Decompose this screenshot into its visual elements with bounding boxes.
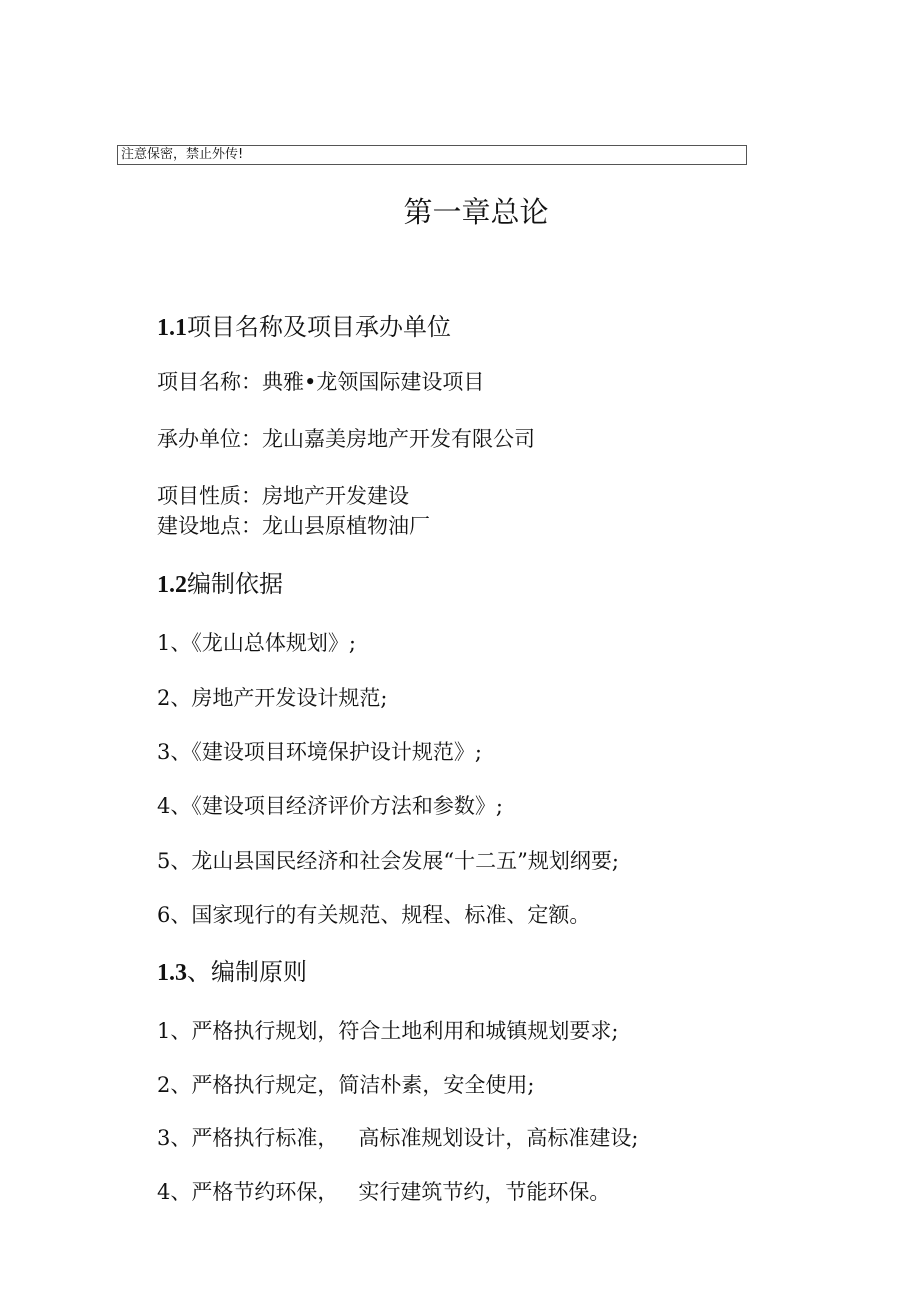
section-heading-1-1 [157,311,451,344]
list-item: 1、严格执行规划，符合土地利用和城镇规划要求; [157,1019,619,1043]
list-item: 3、严格执行标准， 高标准规划设计，高标准建设; [157,1126,639,1150]
location-line: 建设地点：龙山县原植物油厂 [157,514,430,538]
project-nature-line: 项目性质：房地产开发建设 [157,484,409,508]
chapter-title: 第一章总论 [403,195,549,229]
organizer-line: 承办单位：龙山嘉美房地产开发有限公司 [157,427,535,451]
list-item: 6、国家现行的有关规范、规程、标准、定额。 [157,903,591,927]
section-title: 、编制原则 [187,958,307,986]
section-title: 编制依据 [187,570,283,598]
list-item: 2、严格执行规定，简洁朴素，安全使用; [157,1073,535,1097]
section-heading-1-3 [157,956,307,989]
section-title: 项目名称及项目承办单位 [187,313,451,341]
project-name-line: 项目名称：典雅•龙领国际建设项目 [157,370,485,394]
confidential-notice [117,145,747,165]
notice-text: 注意保密，禁止外传! [121,147,244,162]
list-item: 1、《龙山总体规划》; [157,631,356,655]
section-number: 1.2 [157,572,187,598]
section-number: 1.3 [157,960,187,986]
list-item: 4、《建设项目经济评价方法和参数》; [157,794,503,818]
list-item: 3、《建设项目环境保护设计规范》; [157,740,482,764]
section-heading-1-2 [157,568,283,601]
list-item: 4、严格节约环保， 实行建筑节约，节能环保。 [157,1180,611,1204]
list-item: 2、房地产开发设计规范; [157,686,388,710]
section-number: 1.1 [157,315,187,341]
list-item: 5、龙山县国民经济和社会发展“十二五”规划纲要; [157,849,619,873]
